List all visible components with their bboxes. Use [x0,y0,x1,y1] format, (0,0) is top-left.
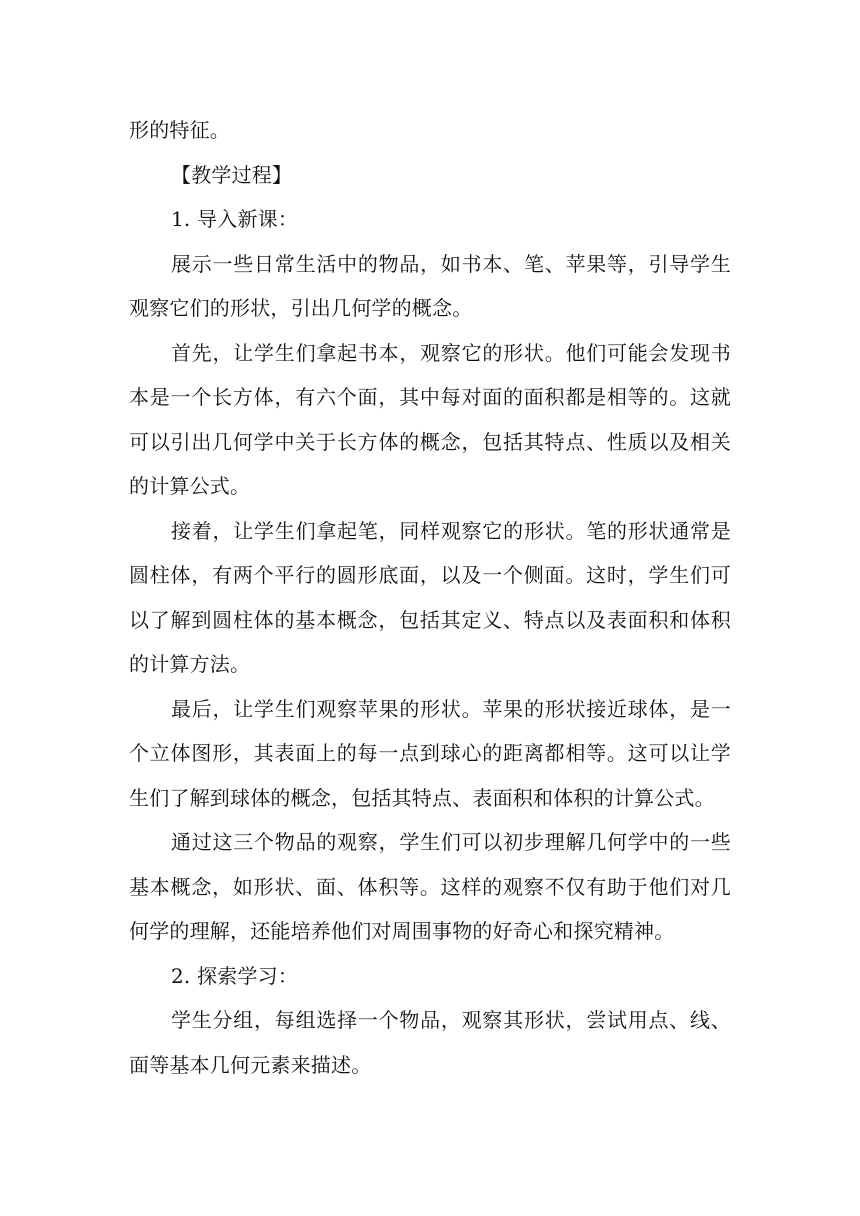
paragraph-book-cuboid: 首先，让学生们拿起书本，观察它的形状。他们可能会发现书本是一个长方体，有六个面，其中每对面的面积都是相等的。这就可以引出几何学中关于长方体的概念，包括其特点、性质以及相关的计算公式。 [129,340,731,498]
paragraph-group-exploration: 学生分组，每组选择一个物品，观察其形状，尝试用点、线、面等基本几何元素来描述。 [129,1008,731,1077]
paragraph-pen-cylinder: 接着，让学生们拿起笔，同样观察它的形状。笔的形状通常是圆柱体，有两个平行的圆形底面，以及一个侧面。这时，学生们可以了解到圆柱体的基本概念，包括其定义、特点以及表面积和体积的计算方法。 [129,518,731,676]
intro-fragment: 形的特征。 [129,118,230,142]
paragraph-show-objects: 展示一些日常生活中的物品，如书本、笔、苹果等，引导学生观察它们的形状，引出几何学的概念。 [129,251,731,320]
step2-heading: 2. 探索学习： [171,963,299,988]
document-body [129,108,731,1087]
step1-heading: 1. 导入新课： [171,207,299,231]
paragraph-apple-sphere: 最后，让学生们观察苹果的形状。苹果的形状接近球体，是一个立体图形，其表面上的每一点到球心的距离都相等。这可以让学生们了解到球体的概念，包括其特点、表面积和体积的计算公式。 [129,696,731,810]
section-heading-teaching-process: 【教学过程】 [171,162,293,187]
paragraph-summary-observation: 通过这三个物品的观察，学生们可以初步理解几何学中的一些基本概念，如形状、面、体积等。这样的观察不仅有助于他们对几何学的理解，还能培养他们对周围事物的好奇心和探究精神。 [129,830,731,943]
